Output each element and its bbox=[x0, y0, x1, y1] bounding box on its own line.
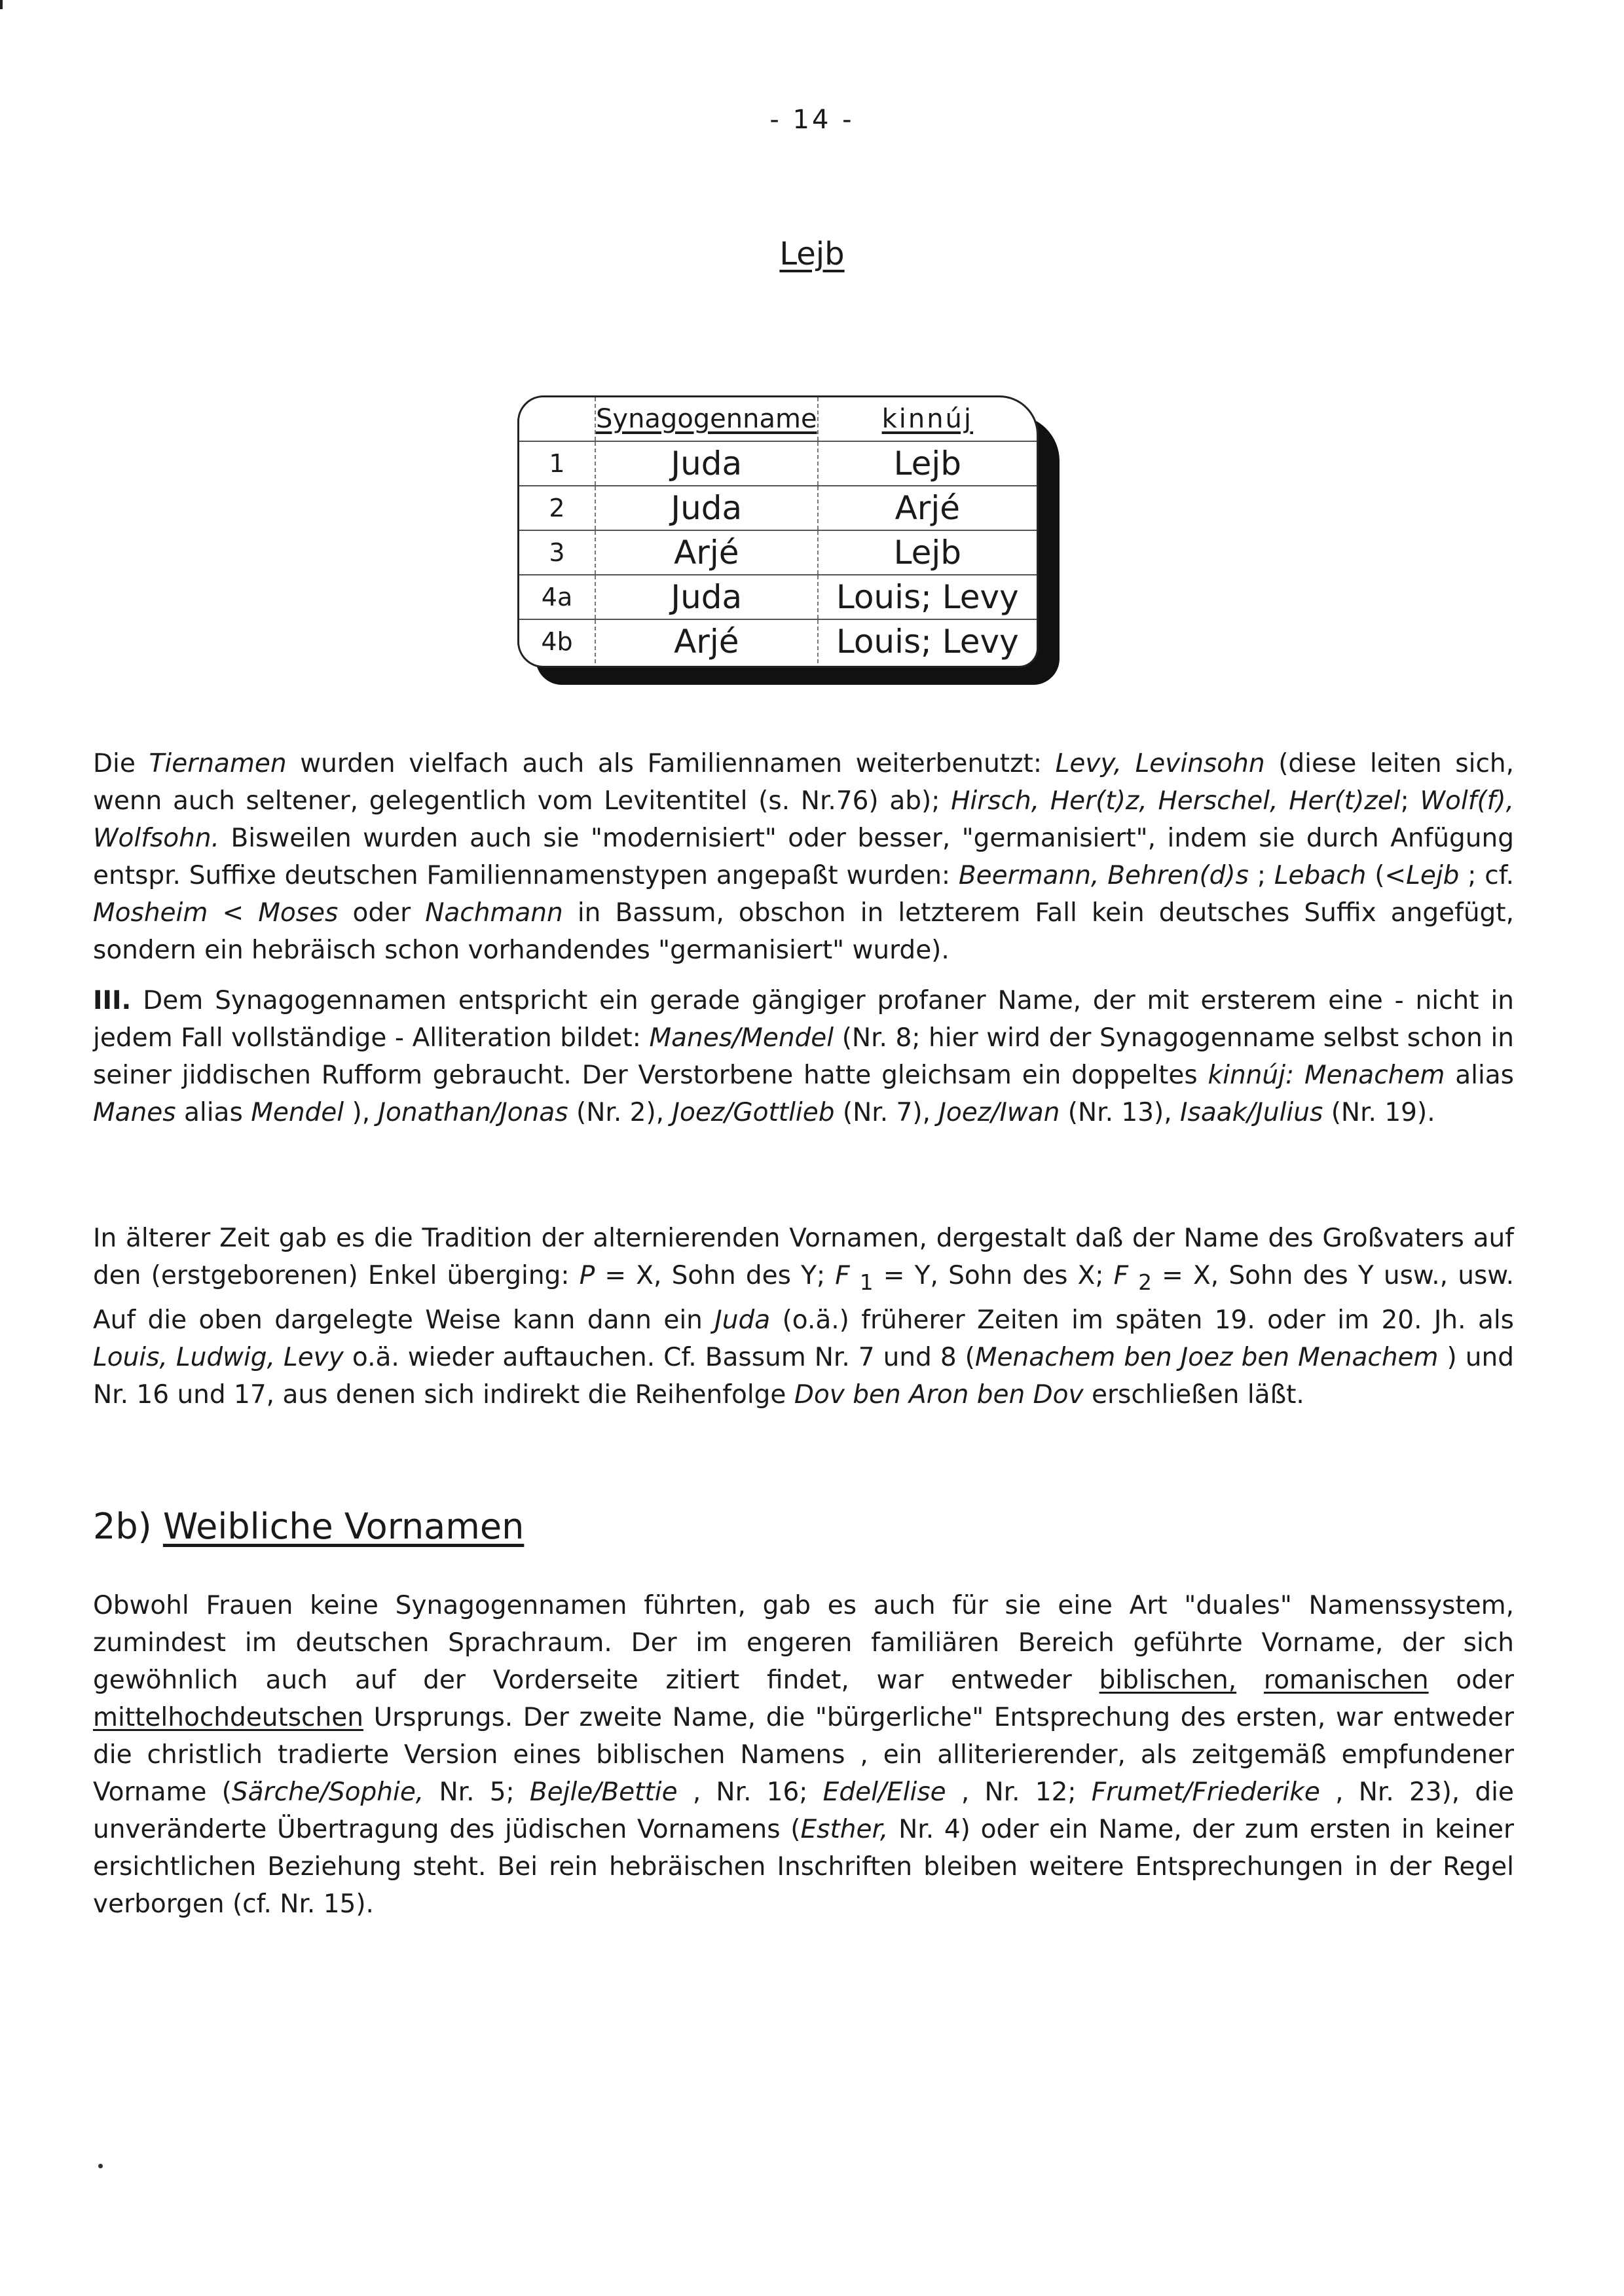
row-index: 2 bbox=[519, 486, 595, 530]
row-synagogenname: Arjé bbox=[595, 530, 818, 575]
row-index: 4b bbox=[519, 619, 595, 663]
table-row bbox=[519, 486, 1037, 530]
row-index: 3 bbox=[519, 530, 595, 575]
row-synagogenname: Arjé bbox=[595, 619, 818, 663]
row-kinnuj: Lejb bbox=[818, 441, 1037, 486]
paragraph-frauennamen bbox=[93, 1587, 1514, 1923]
paragraph-text: Obwohl Frauen keine Synagogennamen führten, gab es auch für sie eine Art "duales" Namenssystem, zumindest im deutschen Sprachraum. Der im engeren familiären Bereich geführte Vorname, der sich gewöhnlich auch auf der Vorderseite zitiert findet, war entweder biblischen, romanischen oder mittelhochdeutschen Ursprungs. Der zweite Name, die "bürgerliche" Entsprechung des ersten, war entweder die christlich tradierte Version eines biblischen Namens , ein alliterierender, als zeitgemäß empfundener Vorname (Särche/Sophie, Nr. 5; Bejle/Bettie , Nr. 16; Edel/Elise , Nr. 12; Frumet/Friederike , Nr. 23), die unveränderte Übertragung des jüdischen Vornamens (Esther, Nr. 4) oder ein Name, der zum ersten in keiner ersichtlichen Beziehung steht. Bei rein hebräischen Inschriften bleiben weitere Entsprechungen in der Regel verborgen (cf. Nr. 15). bbox=[93, 1591, 1514, 1919]
table-row bbox=[519, 441, 1037, 486]
paragraph-alliteration bbox=[93, 982, 1514, 1131]
row-kinnuj: Arjé bbox=[818, 486, 1037, 530]
subheading-number: 2b) bbox=[93, 1506, 152, 1547]
row-index: 1 bbox=[519, 441, 595, 486]
row-kinnuj: Lejb bbox=[818, 530, 1037, 575]
table-row bbox=[519, 575, 1037, 619]
section-label: III. bbox=[93, 986, 132, 1015]
row-kinnuj: Louis; Levy bbox=[818, 575, 1037, 619]
row-kinnuj: Louis; Levy bbox=[836, 623, 1019, 661]
name-table-box bbox=[517, 395, 1039, 668]
header-index bbox=[519, 397, 595, 441]
subheading-weibliche-vornamen bbox=[93, 1506, 524, 1547]
section-title: Lejb bbox=[779, 236, 845, 272]
table-header-row bbox=[519, 397, 1037, 441]
paragraph-alternierende-vornamen bbox=[93, 1220, 1514, 1413]
header-kinnuj bbox=[818, 397, 1037, 441]
paragraph-tiernamen bbox=[93, 745, 1514, 969]
header-synagogenname bbox=[595, 397, 818, 441]
page-number: - 14 - bbox=[769, 105, 855, 135]
paragraph-text: III. Dem Synagogennamen entspricht ein gerade gängiger profaner Name, der mit ersterem eine - nicht in jedem Fall vollständige - Alliteration bildet: Manes/Mendel (Nr. 8; hier wird der Synagogenname selbst schon in seiner jiddischen Rufform gebraucht. Der Verstorbene hatte gleichsam ein doppeltes kinnúj: Menachem alias Manes alias Mendel ), Jonathan/Jonas (Nr. 2), Joez/Gottlieb (Nr. 7), Joez/Iwan (Nr. 13), Isaak/Julius (Nr. 19). bbox=[93, 986, 1514, 1127]
table-row bbox=[519, 530, 1037, 575]
name-table bbox=[519, 397, 1037, 663]
scan-dot-mark bbox=[98, 2164, 103, 2168]
header-kinnuj-label: kinnúj bbox=[881, 404, 974, 434]
scan-edge-mark bbox=[0, 0, 3, 9]
name-table-frame bbox=[517, 395, 1051, 683]
header-synagogenname-label: Synagogenname bbox=[596, 404, 817, 434]
paragraph-text: Die Tiernamen wurden vielfach auch als Familiennamen weiterbenutzt: Levy, Levinsohn (diese leiten sich, wenn auch seltener, gelegentlich vom Levitentitel (s. Nr.76) ab); Hirsch, Her(t)z, Herschel, Her(t)zel; Wolf(f), Wolfsohn. Bisweilen wurden auch sie "modernisiert" oder besser, "germanisiert", indem sie durch Anfügung entspr. Suffixe deutschen Familiennamenstypen angepaßt wurden: Beermann, Behren(d)s ; Lebach (<Lejb ; cf. Mosheim < Moses oder Nachmann in Bassum, obschon in letzterem Fall kein deutsches Suffix angefügt, sondern ein hebräisch schon vorhandendes "germanisiert" wurde). bbox=[93, 749, 1515, 965]
paragraph-text: In älterer Zeit gab es die Tradition der alternierenden Vornamen, dergestalt daß der Name des Großvaters auf den (erstgeborenen) Enkel überging: P = X, Sohn des Y; F $_1$ = Y, Sohn des X; F $_2$ = X, Sohn des Y usw., usw. Auf die oben dargelegte Weise kann dann ein Juda (o.ä.) früherer Zeiten im späten 19. oder im 20. Jh. als Louis, Ludwig, Levy o.ä. wieder auftauchen. Cf. Bassum Nr. 7 und 8 (Menachem ben Joez ben Menachem ) und Nr. 16 und 17, aus denen sich indirekt die Reihenfolge Dov ben Aron ben Dov erschließen läßt. bbox=[93, 1224, 1514, 1410]
row-synagogenname: Juda bbox=[595, 486, 818, 530]
table-row bbox=[519, 619, 1037, 663]
row-index: 4a bbox=[519, 575, 595, 619]
row-synagogenname: Juda bbox=[595, 441, 818, 486]
row-synagogenname: Juda bbox=[595, 575, 818, 619]
subheading-title: Weibliche Vornamen bbox=[162, 1506, 525, 1547]
